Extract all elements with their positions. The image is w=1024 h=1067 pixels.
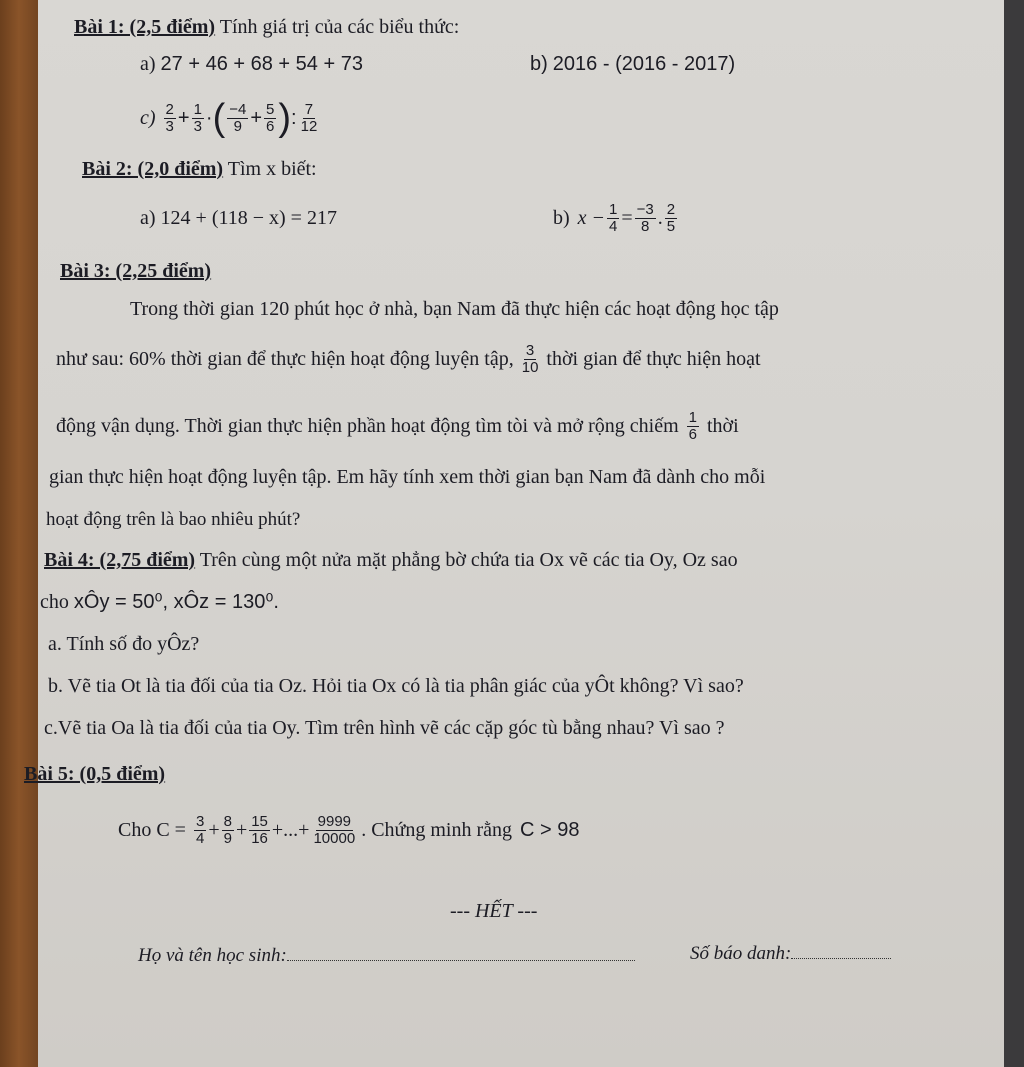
denominator: 9: [233, 117, 242, 135]
bai1-c-label: c): [140, 107, 156, 129]
candidate-number-label: Số báo danh:: [690, 943, 792, 964]
bai3-line4: gian thực hiện hoạt động luyện tập. Em hãy tính xem thời gian bạn Nam đã dành cho mỗi: [49, 466, 766, 488]
bai4-question-b: b. Vẽ tia Ot là tia đối của tia Oz. Hỏi tia Ox có là tia phân giác của yÔt không? Vì sao?: [48, 675, 744, 697]
text: . Chứng minh rằng: [361, 819, 513, 841]
fraction-3-10: [520, 343, 541, 376]
equals-sign: =: [621, 207, 633, 229]
bai1-c-frac1: [164, 102, 176, 135]
numerator: 8: [223, 812, 232, 830]
bai2-a: [140, 206, 337, 230]
bai1-c-frac3: [227, 102, 248, 135]
bai4-line2: [40, 590, 279, 614]
denominator: 3: [193, 117, 202, 135]
denominator: 5: [666, 217, 676, 235]
wooden-table-edge: [0, 0, 42, 1067]
dot-sign: .: [657, 207, 663, 229]
angle-values: xÔy = 50⁰, xÔz = 130⁰.: [73, 591, 279, 613]
text: thời: [706, 415, 739, 437]
bai1-c: [140, 96, 321, 140]
numerator: 2: [666, 200, 676, 218]
numerator: −4: [229, 100, 247, 118]
bai2-b-frac1: [607, 202, 619, 235]
bai5-heading: Bài 5: (0,5 điểm): [24, 763, 166, 785]
bai3-line5: hoạt động trên là bao nhiêu phút?: [46, 509, 301, 530]
bai2-heading: Bài 2: (2,0 điểm): [82, 158, 224, 180]
bai4-heading: Bài 4: (2,75 điểm): [44, 549, 196, 571]
bai2-a-label: a): [140, 207, 156, 229]
bai3-line2: [56, 337, 761, 381]
numerator: 2: [165, 100, 174, 118]
bai1-b-expr: 2016 - (2016 - 2017): [552, 53, 736, 75]
bai2-b-label: b): [553, 207, 570, 229]
numerator: 15: [251, 812, 268, 830]
left-paren: (: [212, 97, 226, 139]
bai2-b: [553, 196, 679, 240]
right-paren: ): [278, 97, 292, 139]
numerator: 1: [609, 200, 618, 218]
denominator: 10: [521, 358, 539, 376]
numerator: 9999: [317, 812, 352, 830]
student-name-line: [138, 944, 635, 968]
fraction-1-6: [687, 410, 699, 443]
denominator: 9: [223, 829, 232, 847]
denominator: 4: [609, 217, 618, 235]
bai2-a-expr: 124 + (118 − x) = 217: [160, 207, 337, 229]
text: cho: [40, 591, 69, 613]
bai1-prompt: Tính giá trị của các biểu thức:: [219, 16, 460, 38]
bai3-line1: Trong thời gian 120 phút học ở nhà, bạn Nam đã thực hiện các hoạt động học tập: [130, 298, 779, 320]
bai1-c-frac5: [299, 102, 320, 135]
numerator: 1: [193, 100, 202, 118]
bai5-frac2: [222, 814, 234, 847]
bai4-line1: [44, 548, 738, 572]
student-name-label: Họ và tên học sinh:: [138, 945, 287, 966]
numerator: 3: [525, 341, 535, 359]
bai1-b-label: b): [530, 53, 548, 75]
text: như sau: 60% thời gian để thực hiện hoạt động luyện tập,: [56, 348, 514, 370]
bai1-c-frac4: [264, 102, 276, 135]
bai3-heading: Bài 3: (2,25 điểm): [60, 260, 212, 282]
numerator: 3: [195, 812, 205, 830]
bai4-question-a: a. Tính số đo yÔz?: [48, 633, 200, 655]
numerator: −3: [636, 200, 654, 218]
denominator: 6: [266, 117, 275, 135]
numerator: 5: [266, 100, 275, 118]
text: Cho C =: [118, 819, 186, 841]
bai5-frac1: [194, 814, 206, 847]
plus-sign: +: [177, 107, 190, 129]
plus-sign: +: [235, 819, 248, 841]
bai4-question-c: c.Vẽ tia Oa là tia đối của tia Oy. Tìm trên hình vẽ các cặp góc tù bằng nhau? Vì sao ?: [44, 717, 725, 739]
plus-sign: +: [250, 107, 263, 129]
denominator: 16: [251, 829, 268, 847]
bai5-frac3: [249, 814, 270, 847]
denominator: 12: [300, 117, 318, 135]
student-name-blank: [287, 960, 635, 961]
denominator: 6: [688, 425, 697, 443]
bai1-b: [530, 52, 735, 76]
bai5-statement: [118, 805, 580, 855]
bai2-b-frac3: [665, 202, 677, 235]
bai1-a-label: a): [140, 53, 156, 75]
end-marker: --- HẾT ---: [450, 900, 538, 922]
colon-sign: :: [291, 107, 297, 129]
numerator: 7: [304, 100, 314, 118]
variable-x: x −: [577, 207, 606, 229]
claim: C > 98: [520, 819, 580, 841]
bai1-a-expr: 27 + 46 + 68 + 54 + 73: [160, 53, 363, 75]
candidate-number-line: [690, 942, 891, 966]
denominator: 8: [641, 217, 650, 235]
bai2-line: [82, 157, 317, 181]
plus-sign: +: [208, 819, 220, 841]
bai2-prompt: Tìm x biết:: [227, 158, 317, 180]
denominator: 3: [165, 117, 174, 135]
numerator: 1: [688, 408, 697, 426]
bai3-line3: [56, 404, 739, 448]
bai1-line: [74, 15, 459, 39]
bai1-c-frac2: [192, 102, 204, 135]
text: động vận dụng. Thời gian thực hiện phần hoạt động tìm tòi và mở rộng chiếm: [56, 415, 679, 437]
bai2-b-frac2: [635, 202, 656, 235]
bai1-heading: Bài 1: (2,5 điểm): [74, 16, 216, 38]
bai5-frac4: [311, 814, 357, 847]
dark-background-edge: [1004, 0, 1024, 1067]
denominator: 4: [195, 829, 205, 847]
text: Trên cùng một nửa mặt phẳng bờ chứa tia Ox vẽ các tia Oy, Oz sao: [199, 549, 738, 571]
text: thời gian để thực hiện hoạt: [546, 348, 761, 370]
candidate-number-blank: [791, 958, 891, 959]
bai1-a: [140, 52, 363, 76]
dot-sign: ·: [205, 107, 213, 129]
denominator: 10000: [313, 829, 356, 847]
ellipsis-plus: +...+: [271, 819, 310, 841]
